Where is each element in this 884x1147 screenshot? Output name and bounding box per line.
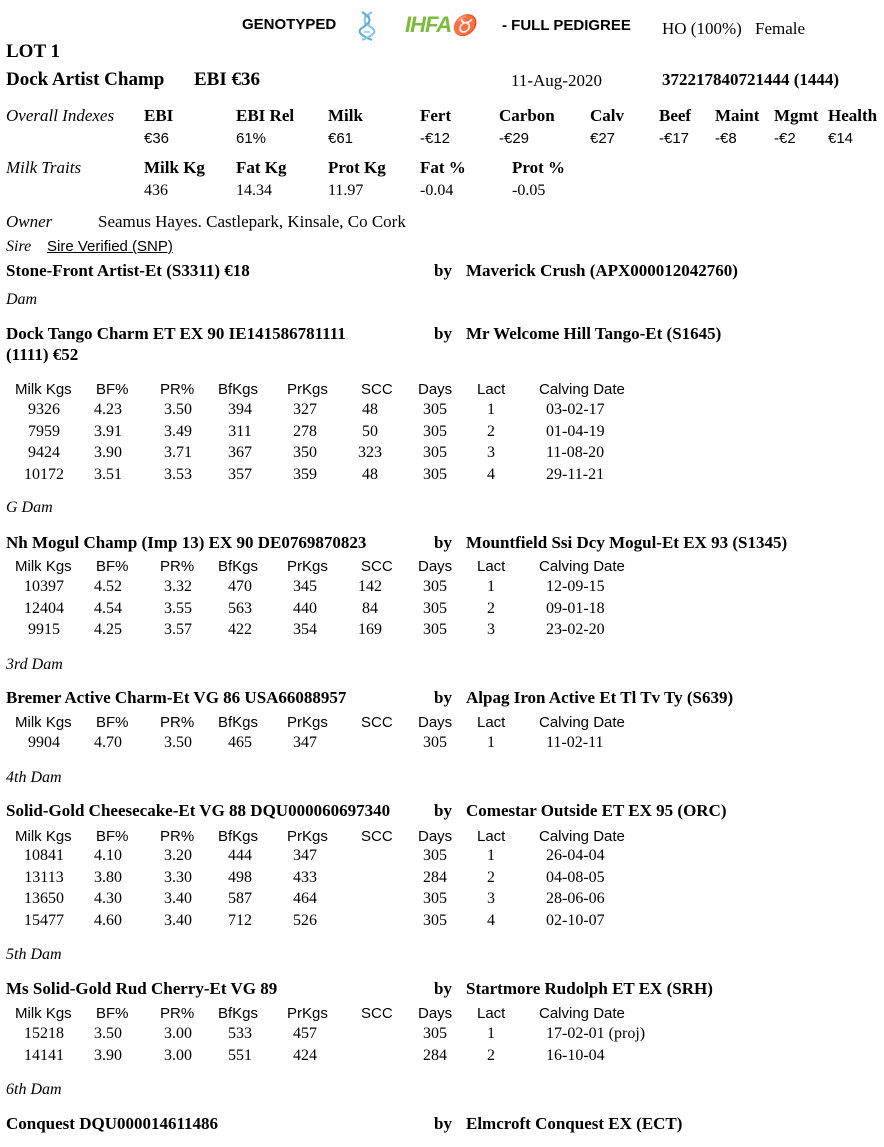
- performance-cell: 10841: [24, 847, 64, 864]
- performance-cell: 470: [228, 578, 252, 595]
- dam-sire-name: Startmore Rudolph ET EX (SRH): [466, 979, 713, 998]
- performance-column-header: PrKgs: [287, 381, 328, 398]
- dam-by-label: by: [434, 979, 452, 998]
- performance-cell: 350: [293, 444, 317, 461]
- dna-helix-icon: [358, 10, 376, 42]
- performance-cell: 464: [293, 890, 317, 907]
- performance-column-header: BfKgs: [218, 828, 259, 845]
- sire-label: Sire: [6, 238, 32, 255]
- overall-index-header: Health: [828, 106, 878, 125]
- milk-trait-header: Fat Kg: [236, 158, 287, 177]
- performance-cell: 3.40: [164, 912, 192, 929]
- performance-column-header: PrKgs: [287, 828, 328, 845]
- performance-cell: 01-04-19: [546, 423, 605, 440]
- performance-cell: 305: [423, 578, 447, 595]
- performance-cell: 3.80: [94, 869, 122, 886]
- performance-column-header: Milk Kgs: [15, 1005, 72, 1022]
- performance-cell: 3.49: [164, 423, 192, 440]
- performance-column-header: BfKgs: [218, 1005, 259, 1022]
- performance-cell: 305: [423, 621, 447, 638]
- dam-generation-label: 5th Dam: [6, 946, 62, 963]
- performance-column-header: Days: [418, 381, 453, 398]
- performance-column-header: BF%: [96, 828, 129, 845]
- performance-cell: 3: [487, 621, 495, 638]
- lot-label: LOT 1: [6, 41, 61, 62]
- full-pedigree-label: - FULL PEDIGREE: [502, 17, 631, 34]
- performance-cell: 4.60: [94, 912, 122, 929]
- performance-cell: 29-11-21: [546, 466, 605, 483]
- performance-cell: 3.90: [94, 1047, 122, 1064]
- dam-generation-label: 6th Dam: [6, 1081, 62, 1098]
- owner-value: Seamus Hayes. Castlepark, Kinsale, Co Cork: [98, 212, 406, 231]
- performance-column-header: SCC: [361, 828, 393, 845]
- performance-column-header: Lact: [477, 1005, 506, 1022]
- performance-cell: 3.40: [164, 890, 192, 907]
- performance-cell: 305: [423, 734, 447, 751]
- performance-cell: 12-09-15: [546, 578, 605, 595]
- genotyped-label: GENOTYPED: [242, 16, 337, 33]
- overall-index-header: Carbon: [499, 106, 555, 125]
- sire-name: Stone-Front Artist-Et (S3311) €18: [6, 261, 250, 280]
- performance-column-header: Days: [418, 1005, 453, 1022]
- dam-sire-name: Elmcroft Conquest EX (ECT): [466, 1114, 683, 1133]
- performance-cell: 323: [358, 444, 382, 461]
- performance-cell: 440: [293, 600, 317, 617]
- overall-index-header: Beef: [659, 106, 692, 125]
- performance-cell: 526: [293, 912, 317, 929]
- performance-column-header: PR%: [160, 381, 195, 398]
- milk-trait-header: Prot Kg: [328, 158, 386, 177]
- performance-cell: 3.57: [164, 621, 192, 638]
- overall-index-value: -€2: [774, 130, 796, 147]
- sire-verified-link[interactable]: Sire Verified (SNP): [47, 238, 173, 255]
- dam-generation-label: Dam: [6, 291, 38, 308]
- performance-column-header: Calving Date: [539, 558, 625, 575]
- milk-trait-value: 436: [144, 182, 168, 199]
- performance-cell: 3.91: [94, 423, 122, 440]
- overall-index-value: -€17: [659, 130, 690, 147]
- milk-trait-value: -0.04: [420, 182, 454, 199]
- performance-cell: 587: [228, 890, 252, 907]
- performance-cell: 15218: [24, 1025, 64, 1042]
- performance-cell: 4.54: [94, 600, 122, 617]
- performance-column-header: PR%: [160, 1005, 195, 1022]
- dam-by-label: by: [434, 1114, 452, 1133]
- performance-cell: 17-02-01 (proj): [546, 1025, 646, 1042]
- performance-column-header: Milk Kgs: [15, 381, 72, 398]
- performance-cell: 3.90: [94, 444, 122, 461]
- performance-cell: 2: [487, 600, 495, 617]
- performance-column-header: BF%: [96, 1005, 129, 1022]
- animal-name: Dock Artist Champ: [6, 69, 165, 90]
- performance-cell: 16-10-04: [546, 1047, 605, 1064]
- performance-cell: 444: [228, 847, 252, 864]
- dam-name-continued: (1111) €52: [6, 345, 79, 364]
- performance-cell: 347: [293, 734, 317, 751]
- performance-cell: 3.71: [164, 444, 192, 461]
- performance-column-header: Lact: [477, 558, 506, 575]
- performance-cell: 9915: [28, 621, 60, 638]
- performance-cell: 422: [228, 621, 252, 638]
- performance-cell: 305: [423, 1025, 447, 1042]
- performance-column-header: PR%: [160, 558, 195, 575]
- performance-cell: 3: [487, 444, 495, 461]
- performance-column-header: Days: [418, 714, 453, 731]
- performance-column-header: Milk Kgs: [15, 558, 72, 575]
- overall-index-header: Mgmt: [774, 106, 819, 125]
- performance-cell: 02-10-07: [546, 912, 605, 929]
- performance-cell: 23-02-20: [546, 621, 605, 638]
- performance-cell: 347: [293, 847, 317, 864]
- performance-cell: 359: [293, 466, 317, 483]
- performance-cell: 2: [487, 1047, 495, 1064]
- performance-cell: 284: [423, 1047, 447, 1064]
- performance-cell: 11-02-11: [546, 734, 604, 751]
- sire-of-sire: Maverick Crush (APX000012042760): [466, 261, 738, 280]
- milk-trait-value: 11.97: [328, 182, 364, 199]
- overall-index-value: -€12: [420, 130, 451, 147]
- performance-cell: 03-02-17: [546, 401, 605, 418]
- dam-name: Ms Solid-Gold Rud Cherry-Et VG 89: [6, 979, 278, 998]
- performance-cell: 533: [228, 1025, 252, 1042]
- cow-logo-icon: ♉: [451, 15, 476, 37]
- performance-cell: 04-08-05: [546, 869, 605, 886]
- overall-index-value: €61: [328, 130, 354, 147]
- performance-column-header: BfKgs: [218, 714, 259, 731]
- performance-cell: 1: [487, 578, 495, 595]
- overall-indexes-label: Overall Indexes: [6, 106, 115, 125]
- breed-label: HO (100%): [662, 19, 742, 38]
- performance-cell: 3.53: [164, 466, 192, 483]
- performance-cell: 142: [358, 578, 382, 595]
- performance-cell: 1: [487, 1025, 495, 1042]
- performance-cell: 3.30: [164, 869, 192, 886]
- performance-cell: 14141: [24, 1047, 64, 1064]
- dam-name: Conquest DQU000014611486: [6, 1114, 219, 1133]
- performance-cell: 305: [423, 847, 447, 864]
- performance-cell: 169: [358, 621, 382, 638]
- performance-cell: 357: [228, 466, 252, 483]
- performance-cell: 278: [293, 423, 317, 440]
- performance-column-header: Milk Kgs: [15, 714, 72, 731]
- performance-cell: 563: [228, 600, 252, 617]
- owner-label: Owner: [6, 212, 53, 231]
- overall-index-value: €36: [144, 130, 170, 147]
- performance-cell: 28-06-06: [546, 890, 605, 907]
- dam-sire-name: Mountfield Ssi Dcy Mogul-Et EX 93 (S1345): [466, 533, 788, 552]
- performance-cell: 3.00: [164, 1047, 192, 1064]
- performance-cell: 305: [423, 912, 447, 929]
- performance-cell: 4: [487, 466, 495, 483]
- performance-column-header: BfKgs: [218, 558, 259, 575]
- performance-cell: 3.50: [164, 734, 192, 751]
- performance-cell: 11-08-20: [546, 444, 605, 461]
- performance-cell: 498: [228, 869, 252, 886]
- performance-cell: 48: [362, 466, 378, 483]
- performance-cell: 3.51: [94, 466, 122, 483]
- dam-name: Nh Mogul Champ (Imp 13) EX 90 DE0769870823: [6, 533, 367, 552]
- performance-cell: 305: [423, 401, 447, 418]
- performance-cell: 2: [487, 423, 495, 440]
- performance-cell: 13650: [24, 890, 64, 907]
- performance-cell: 09-01-18: [546, 600, 605, 617]
- performance-cell: 1: [487, 847, 495, 864]
- performance-cell: 4.70: [94, 734, 122, 751]
- overall-index-value: -€8: [715, 130, 737, 147]
- performance-column-header: Lact: [477, 714, 506, 731]
- dam-sire-name: Comestar Outside ET EX 95 (ORC): [466, 801, 727, 820]
- dam-by-label: by: [434, 324, 452, 343]
- performance-cell: 10397: [24, 578, 64, 595]
- performance-cell: 345: [293, 578, 317, 595]
- performance-cell: 4.10: [94, 847, 122, 864]
- performance-column-header: BF%: [96, 558, 129, 575]
- dam-sire-name: Alpag Iron Active Et Tl Tv Ty (S639): [466, 688, 734, 707]
- milk-trait-header: Milk Kg: [144, 158, 205, 177]
- performance-cell: 3.20: [164, 847, 192, 864]
- overall-index-value: €14: [828, 130, 854, 147]
- performance-cell: 10172: [24, 466, 64, 483]
- performance-cell: 551: [228, 1047, 252, 1064]
- performance-column-header: Calving Date: [539, 381, 625, 398]
- dam-sire-name: Mr Welcome Hill Tango-Et (S1645): [466, 324, 722, 343]
- animal-tag: 372217840721444 (1444): [662, 70, 840, 89]
- dam-name: Dock Tango Charm ET EX 90 IE141586781111: [6, 324, 346, 343]
- performance-column-header: SCC: [361, 1005, 393, 1022]
- performance-column-header: SCC: [361, 558, 393, 575]
- performance-cell: 305: [423, 600, 447, 617]
- overall-index-header: EBI Rel: [236, 106, 295, 125]
- performance-column-header: Lact: [477, 381, 506, 398]
- performance-cell: 26-04-04: [546, 847, 605, 864]
- performance-cell: 465: [228, 734, 252, 751]
- performance-column-header: PrKgs: [287, 558, 328, 575]
- performance-cell: 305: [423, 890, 447, 907]
- performance-cell: 3.32: [164, 578, 192, 595]
- overall-index-header: EBI: [144, 106, 174, 125]
- performance-cell: 3.50: [94, 1025, 122, 1042]
- performance-column-header: Lact: [477, 828, 506, 845]
- milk-trait-value: 14.34: [236, 182, 272, 199]
- dam-by-label: by: [434, 533, 452, 552]
- dam-generation-label: G Dam: [6, 499, 53, 516]
- performance-cell: 2: [487, 869, 495, 886]
- performance-cell: 457: [293, 1025, 317, 1042]
- dam-name: Bremer Active Charm-Et VG 86 USA66088957: [6, 688, 347, 707]
- performance-cell: 305: [423, 444, 447, 461]
- performance-cell: 4.23: [94, 401, 122, 418]
- performance-column-header: BfKgs: [218, 381, 259, 398]
- date-of-birth: 11-Aug-2020: [511, 71, 602, 90]
- milk-trait-header: Fat %: [420, 158, 466, 177]
- performance-column-header: Calving Date: [539, 714, 625, 731]
- performance-cell: 433: [293, 869, 317, 886]
- performance-column-header: Days: [418, 558, 453, 575]
- dam-name: Solid-Gold Cheesecake-Et VG 88 DQU000060697340: [6, 801, 391, 820]
- performance-cell: 4: [487, 912, 495, 929]
- overall-index-value: €27: [590, 130, 616, 147]
- performance-cell: 367: [228, 444, 252, 461]
- performance-cell: 305: [423, 423, 447, 440]
- performance-cell: 7959: [28, 423, 60, 440]
- performance-column-header: Days: [418, 828, 453, 845]
- performance-column-header: BF%: [96, 381, 129, 398]
- dam-generation-label: 3rd Dam: [6, 656, 63, 673]
- performance-column-header: PR%: [160, 714, 195, 731]
- sex-label: Female: [755, 19, 806, 38]
- performance-cell: 424: [293, 1047, 317, 1064]
- performance-column-header: Calving Date: [539, 828, 625, 845]
- overall-index-value: -€29: [499, 130, 530, 147]
- performance-column-header: Calving Date: [539, 1005, 625, 1022]
- overall-index-header: Maint: [715, 106, 760, 125]
- performance-cell: 84: [362, 600, 378, 617]
- performance-cell: 354: [293, 621, 317, 638]
- performance-cell: 1: [487, 401, 495, 418]
- ihfa-logo: IHFA♉: [405, 12, 476, 37]
- performance-cell: 48: [362, 401, 378, 418]
- performance-column-header: SCC: [361, 381, 393, 398]
- performance-column-header: BF%: [96, 714, 129, 731]
- performance-cell: 305: [423, 466, 447, 483]
- performance-cell: 9424: [28, 444, 60, 461]
- overall-index-header: Calv: [590, 106, 624, 125]
- performance-cell: 1: [487, 734, 495, 751]
- milk-traits-label: Milk Traits: [6, 158, 82, 177]
- performance-cell: 9326: [28, 401, 60, 418]
- dam-by-label: by: [434, 688, 452, 707]
- performance-cell: 4.52: [94, 578, 122, 595]
- dam-generation-label: 4th Dam: [6, 769, 62, 786]
- performance-column-header: PR%: [160, 828, 195, 845]
- performance-column-header: Milk Kgs: [15, 828, 72, 845]
- performance-cell: 3.50: [164, 401, 192, 418]
- performance-cell: 284: [423, 869, 447, 886]
- performance-cell: 394: [228, 401, 252, 418]
- performance-cell: 712: [228, 912, 252, 929]
- overall-index-header: Milk: [328, 106, 363, 125]
- performance-cell: 4.30: [94, 890, 122, 907]
- overall-index-value: 61%: [236, 130, 267, 147]
- performance-cell: 12404: [24, 600, 64, 617]
- milk-trait-header: Prot %: [512, 158, 566, 177]
- overall-index-header: Fert: [420, 106, 452, 125]
- animal-ebi: EBI €36: [194, 69, 260, 90]
- performance-cell: 4.25: [94, 621, 122, 638]
- performance-cell: 3.00: [164, 1025, 192, 1042]
- performance-cell: 13113: [24, 869, 64, 886]
- performance-cell: 9904: [28, 734, 60, 751]
- milk-trait-value: -0.05: [512, 182, 546, 199]
- dam-by-label: by: [434, 801, 452, 820]
- performance-column-header: PrKgs: [287, 1005, 328, 1022]
- sire-by-label: by: [434, 261, 452, 280]
- performance-cell: 311: [228, 423, 252, 440]
- performance-cell: 327: [293, 401, 317, 418]
- performance-cell: 3.55: [164, 600, 192, 617]
- performance-column-header: PrKgs: [287, 714, 328, 731]
- performance-cell: 3: [487, 890, 495, 907]
- performance-cell: 50: [362, 423, 378, 440]
- performance-cell: 15477: [24, 912, 64, 929]
- performance-column-header: SCC: [361, 714, 393, 731]
